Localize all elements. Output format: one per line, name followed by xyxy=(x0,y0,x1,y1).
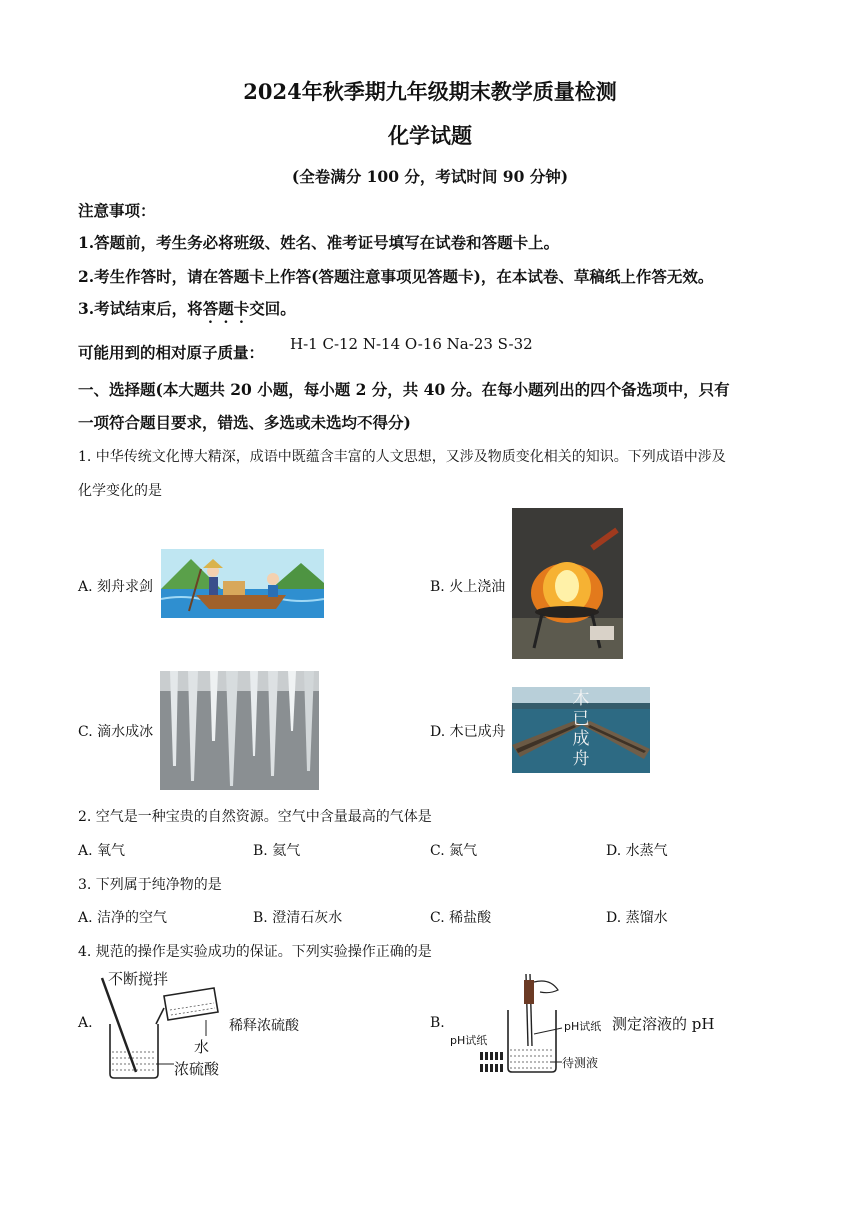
q2-stem: 2. 空气是一种宝贵的自然资源。空气中含量最高的气体是 xyxy=(78,809,432,825)
q1-option-a: A. 刻舟求剑 xyxy=(78,579,154,595)
acid-label: 浓硫酸 xyxy=(174,1060,220,1078)
emphasis-char: 题 xyxy=(218,299,234,318)
notice-item-3-pre: 3.考试结束后，将 xyxy=(78,299,203,318)
q1-stem-line-2: 化学变化的是 xyxy=(78,483,162,499)
q1-stem-line-1: 1. 中华传统文化博大精深，成语中既蕴含丰富的人文思想，又涉及物质变化相关的知识。下列成语中涉及 xyxy=(78,449,726,465)
section-heading-line-1: 一、选择题(本大题共 20 小题，每小题 2 分，共 40 分。在每小题列出的四个备选项中，只有 xyxy=(78,380,730,399)
q4-stem: 4. 规范的操作是实验成功的保证。下列实验操作正确的是 xyxy=(78,944,432,960)
q2-option-a: A. 氧气 xyxy=(78,843,126,859)
notice-item-3 xyxy=(78,297,296,319)
q4-option-a-letter: A. xyxy=(78,1015,93,1031)
water-label: 水 xyxy=(194,1038,210,1056)
q4-option-a-caption: 稀释浓硫酸 xyxy=(229,1018,299,1034)
wooden-boats-photo xyxy=(512,687,650,773)
atomic-mass-values: H-1 C-12 N-14 O-16 Na-23 S-32 xyxy=(290,335,533,353)
dilution-diagram xyxy=(96,966,236,1082)
notice-item-1: 1.答题前，考生务必将班级、姓名、准考证号填写在试卷和答题卡上。 xyxy=(78,233,560,252)
q3-option-b: B. 澄清石灰水 xyxy=(253,910,343,926)
q2-option-c: C. 氮气 xyxy=(430,843,478,859)
q3-stem: 3. 下列属于纯净物的是 xyxy=(78,877,222,893)
q3-option-a: A. 洁净的空气 xyxy=(78,910,168,926)
ph-test-diagram xyxy=(450,970,612,1080)
emphasis-char: 卡 xyxy=(233,299,250,318)
exam-subtitle: 化学试题 xyxy=(388,123,472,148)
q4-option-b-caption: 测定溶液的 pH xyxy=(612,1015,715,1033)
section-heading-line-2: 一项符合题目要求，错选、多选或未选均不得分) xyxy=(78,413,411,432)
ph-paper-label-right: pH试纸 xyxy=(564,1020,602,1033)
emphasis-char: 答 xyxy=(202,299,219,318)
exam-title: 2024年秋季期九年级期末教学质量检测 xyxy=(243,79,617,104)
q2-option-b: B. 氦气 xyxy=(253,843,301,859)
q3-option-c: C. 稀盐酸 xyxy=(430,910,492,926)
q1-option-c: C. 滴水成冰 xyxy=(78,724,154,740)
icicles-photo xyxy=(160,671,319,790)
notice-heading: 注意事项： xyxy=(78,201,156,220)
ph-paper-label-left: pH试纸 xyxy=(450,1034,488,1047)
stir-label: 不断搅拌 xyxy=(108,970,169,988)
notice-item-3-post: 交回。 xyxy=(249,299,296,318)
boat-cartoon-image xyxy=(161,549,324,618)
q1-option-b: B. 火上浇油 xyxy=(430,579,506,595)
notice-item-2: 2.考生作答时，请在答题卡上作答(答题注意事项见答题卡)，在本试卷、草稿纸上作答无效。 xyxy=(78,267,714,286)
boat-photo-caption: 木已成舟 xyxy=(572,689,590,769)
q3-option-d: D. 蒸馏水 xyxy=(606,910,668,926)
q1-option-d: D. 木已成舟 xyxy=(430,724,506,740)
q2-option-d: D. 水蒸气 xyxy=(606,843,668,859)
fire-oil-photo xyxy=(512,508,623,659)
atomic-mass-label: 可能用到的相对原子质量： xyxy=(78,343,265,362)
q4-option-b-letter: B. xyxy=(430,1015,445,1031)
test-liquid-label: 待测液 xyxy=(562,1056,599,1070)
exam-note: (全卷满分 100 分，考试时间 90 分钟) xyxy=(291,167,569,186)
